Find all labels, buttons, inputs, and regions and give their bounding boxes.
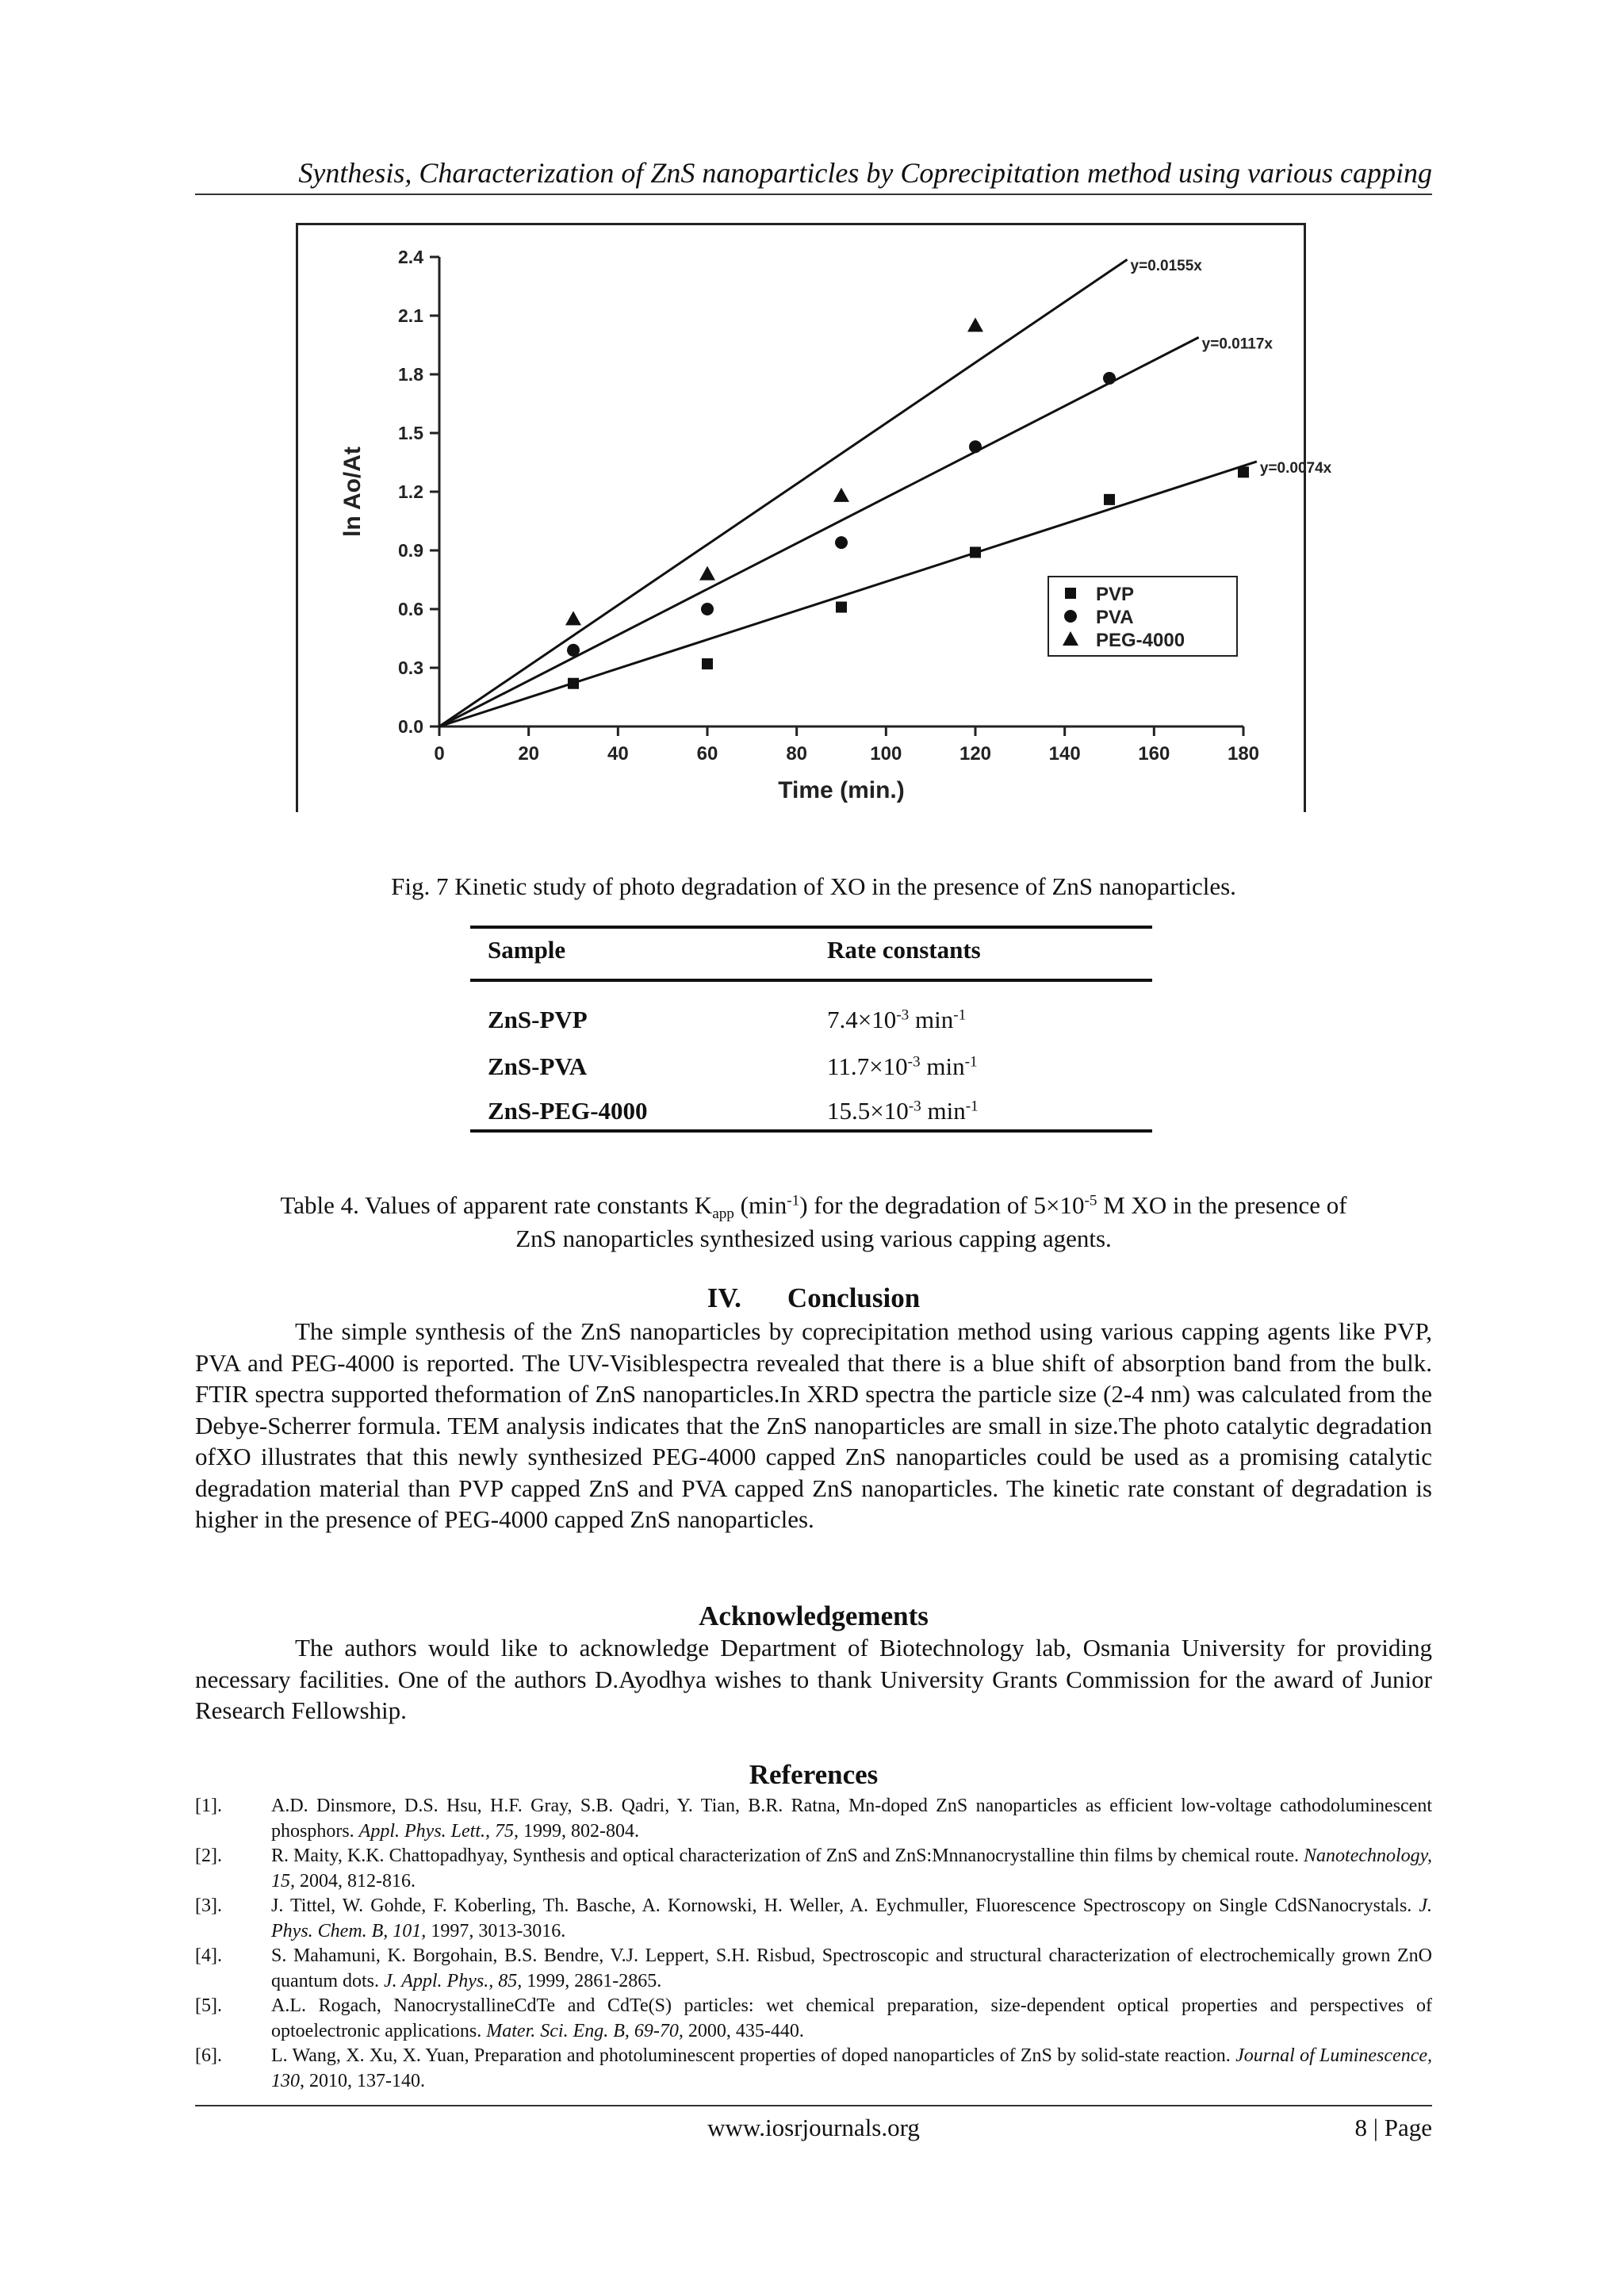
- footer-url: www.iosrjournals.org: [707, 2114, 920, 2141]
- table-cell-sample: ZnS-PVP: [488, 1006, 588, 1033]
- running-header: Synthesis, Characterization of ZnS nanoparticles by Coprecipitation method using various capping: [298, 157, 1432, 189]
- footer-rule: [195, 2105, 1432, 2106]
- table-row: [470, 999, 1152, 1041]
- table-cell-rate: $15.5\times 10^{-3}$ $\min^{-1}$: [827, 1097, 979, 1125]
- x-tick-label: 120: [959, 743, 992, 765]
- legend-label-peg-4000: PEG-4000: [1096, 630, 1185, 651]
- x-tick-label: 100: [870, 743, 902, 765]
- y-axis-label: ln Ao/At: [339, 447, 366, 537]
- y-tick-label: 0.6: [398, 599, 423, 619]
- reference-item: [6]. L. Wang, X. Xu, X. Yuan, Preparation and photoluminescent properties of doped nanoparticles of ZnS by solid-state reaction. Journal of Luminescence, 130, 2010, 137-140.: [195, 2045, 1432, 2091]
- reference-item: [5]. A.L. Rogach, NanocrystallineCdTe and CdTe(S) particles: wet chemical preparation, size-dependent optical properties and perspectives of optoelectronic applications. Mater. Sci. Eng. B, 69-70, 2000, 435-440.: [195, 1995, 1432, 2041]
- y-tick-label: 1.2: [398, 481, 423, 502]
- table-caption-line-2: ZnS nanoparticles synthesized using various capping agents.: [515, 1225, 1112, 1252]
- figure-caption: Fig. 7 Kinetic study of photo degradation of XO in the presence of ZnS nanoparticles.: [391, 872, 1236, 900]
- y-tick-label: 2.1: [398, 305, 423, 326]
- table-bottom-rule: [470, 1129, 1152, 1133]
- fit-line-pva: [439, 337, 1199, 726]
- y-tick-label: 0.3: [398, 657, 423, 678]
- data-point-pvp: [568, 678, 579, 689]
- table-header-rate: Rate constants: [827, 936, 981, 964]
- y-tick-label: 1.5: [398, 423, 423, 443]
- data-point-pva: [835, 536, 848, 549]
- table-cell-sample: ZnS-PEG-4000: [488, 1097, 648, 1125]
- data-point-pva: [567, 644, 580, 657]
- reference-item: [2]. R. Maity, K.K. Chattopadhyay, Synthesis and optical characterization of ZnS and ZnS:Mnnanocrystalline thin films by chemical route. Nanotechnology, 15, 2004, 812-816.: [195, 1846, 1432, 1892]
- conclusion-heading: [195, 1280, 1432, 1317]
- fit-line-peg-4000: [439, 259, 1128, 726]
- reference-item: [4]. S. Mahamuni, K. Borgohain, B.S. Bendre, V.J. Leppert, S.H. Risbud, Spectroscopic and structural characterization of electrochemically grown ZnO quantum dots. J. Appl. Phys., 85, 1999, 2861-2865.: [195, 1945, 1432, 1991]
- data-point-peg-4000: [699, 566, 715, 581]
- acknowledgements-paragraph: The authors would like to acknowledge Department of Biotechnology lab, Osmania University for providing necessary facilities. One of the authors D.Ayodhya wishes to thank University Grants Commission for the award of Junior Research Fellowship.: [195, 1634, 1432, 1724]
- table-header-sample: Sample: [488, 936, 566, 964]
- data-point-pva: [969, 440, 982, 453]
- data-point-pvp: [836, 602, 847, 613]
- table-row: [470, 1090, 1152, 1133]
- table-mid-rule: [470, 979, 1152, 982]
- table-cell-rate: $7.4\times 10^{-3}$ $\min^{-1}$: [827, 1006, 967, 1033]
- data-point-pvp: [702, 658, 713, 669]
- header-rule: [195, 194, 1432, 195]
- data-point-pvp: [970, 546, 981, 558]
- legend-marker-pva: [1064, 610, 1077, 623]
- data-point-peg-4000: [967, 317, 983, 332]
- fit-label-peg-4000: y=0.0155x: [1130, 258, 1202, 275]
- kinetics-chart: [298, 225, 1332, 810]
- table-cell-sample: ZnS-PVA: [488, 1052, 588, 1080]
- data-point-peg-4000: [565, 611, 581, 625]
- y-tick-label: 1.8: [398, 364, 423, 385]
- x-tick-label: 80: [786, 743, 808, 765]
- y-tick-label: 0.9: [398, 540, 423, 561]
- table-caption-line-1: Table 4. Values of apparent rate constants $K_{app}$ $(\min^{-1})$ for the degradation of $5\times 10^{-5}$ M XO in the presence of: [280, 1191, 1347, 1222]
- x-tick-label: 180: [1227, 743, 1260, 765]
- footer-page-number: 8 | Page: [1354, 2114, 1432, 2141]
- x-tick-label: 140: [1048, 743, 1081, 765]
- reference-item: [1]. A.D. Dinsmore, D.S. Hsu, H.F. Gray, S.B. Qadri, Y. Tian, B.R. Ratna, Mn-doped ZnS nanoparticles as efficient low-voltage cathodoluminescent phosphors. Appl. Phys. Lett., 75, 1999, 802-804.: [195, 1796, 1432, 1842]
- x-tick-label: 0: [434, 743, 445, 765]
- reference-item: [3]. J. Tittel, W. Gohde, F. Koberling, Th. Basche, A. Kornowski, H. Weller, A. Eychmuller, Fluorescence Spectroscopy on Single CdSNanocrystals. J. Phys. Chem. B, 101, 1997, 3013-3016.: [195, 1895, 1432, 1941]
- references-list: [195, 1794, 1432, 2094]
- legend-marker-pvp: [1065, 588, 1076, 599]
- x-tick-label: 40: [607, 743, 629, 765]
- fit-label-pva: y=0.0117x: [1201, 335, 1273, 353]
- legend-label-pvp: PVP: [1096, 584, 1135, 605]
- conclusion-paragraph: The simple synthesis of the ZnS nanoparticles by coprecipitation method using various capping agents like PVP, PVA and PEG-4000 is reported. The UV-Visiblespectra revealed that there is a blue shift of absorption band from the bulk. FTIR spectra supported theformation of ZnS nanoparticles.In XRD spectra the particle size (2-4 nm) was calculated from the Debye-Scherrer formula. TEM analysis indicates that the ZnS nanoparticles are small in size.The photo catalytic degradation ofXO illustrates that this newly synthesized PEG-4000 capped ZnS nanoparticles could be used as a promising catalytic degradation material than PVP capped ZnS and PVA capped ZnS nanoparticles. The kinetic rate constant of degradation is higher in the presence of PEG-4000 capped ZnS nanoparticles.: [195, 1317, 1432, 1533]
- acknowledgements-heading: Acknowledgements: [699, 1600, 929, 1631]
- legend-label-pva: PVA: [1096, 607, 1134, 628]
- references-heading: References: [749, 1759, 879, 1790]
- table-cell-rate: $11.7\times 10^{-3}$ $\min^{-1}$: [827, 1052, 978, 1080]
- x-axis-label: Time (min.): [778, 777, 905, 803]
- x-tick-label: 160: [1138, 743, 1170, 765]
- data-point-pvp: [1238, 466, 1249, 477]
- data-point-peg-4000: [833, 488, 849, 502]
- table-row: [470, 1045, 1152, 1088]
- table-header-row: [470, 929, 1152, 972]
- data-point-pva: [1103, 372, 1116, 385]
- data-point-pva: [701, 603, 714, 615]
- data-point-pvp: [1104, 494, 1115, 505]
- x-tick-label: 60: [696, 743, 718, 765]
- table-caption: [195, 1189, 1432, 1255]
- section-title: Conclusion: [787, 1282, 921, 1313]
- x-tick-label: 20: [518, 743, 540, 765]
- fit-label-pvp: y=0.0074x: [1259, 459, 1332, 477]
- section-numeral: IV.: [707, 1282, 741, 1313]
- y-tick-label: 2.4: [398, 247, 423, 267]
- y-tick-label: 0.0: [398, 716, 423, 737]
